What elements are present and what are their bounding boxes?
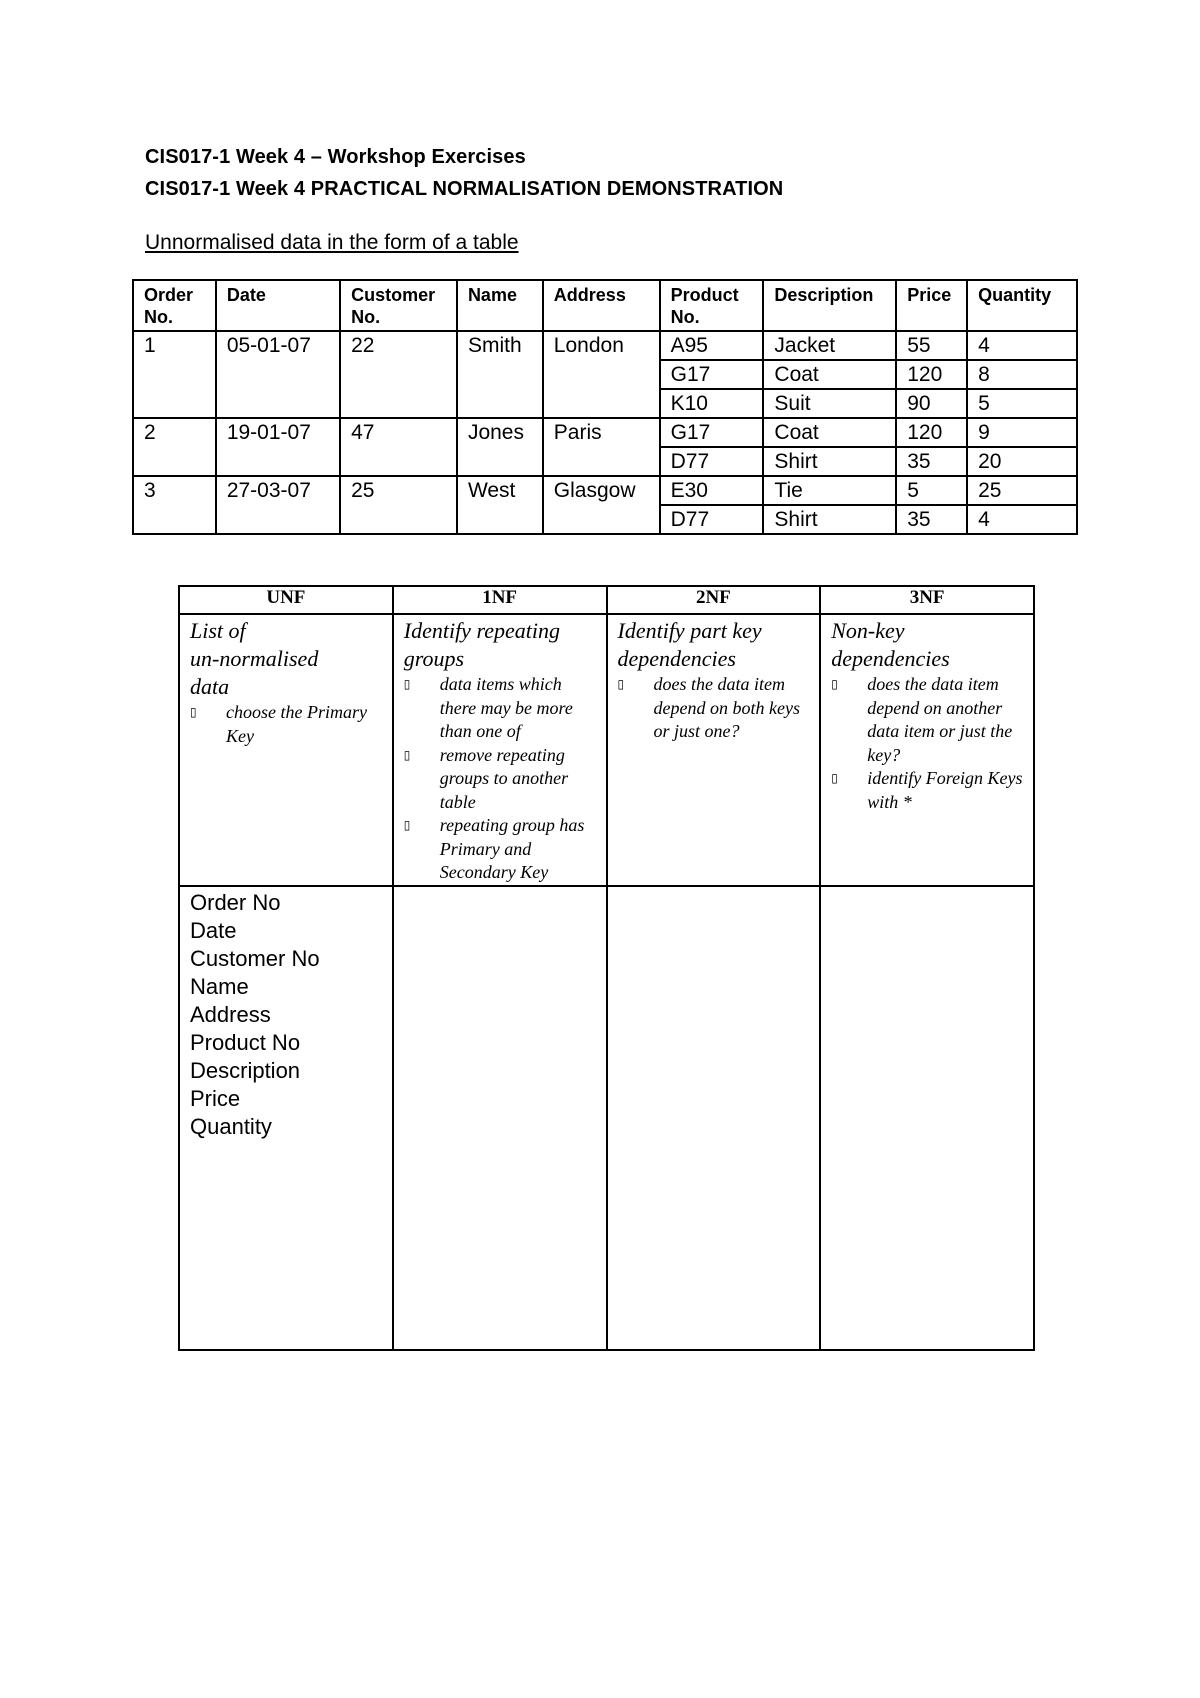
field-item: Price [190, 1086, 241, 1111]
guidance-title [190, 617, 386, 701]
bullet-icon: ▯ [403, 747, 411, 762]
product-no-cell: A95 [660, 331, 764, 360]
normalisation-worksheet-table [178, 585, 1035, 1351]
address-cell: London [543, 331, 660, 418]
order-no-cell: 3 [133, 476, 216, 534]
product-no-cell: G17 [660, 418, 764, 447]
quantity-cell: 8 [967, 360, 1077, 389]
guidance-title-line: dependencies [617, 646, 736, 671]
price-cell: 5 [896, 476, 967, 505]
guidance-item-text: repeating group has Primary and Secondary Key [439, 815, 585, 882]
quantity-cell: 4 [967, 331, 1077, 360]
quantity-cell: 5 [967, 389, 1077, 418]
column-header: Name [457, 280, 543, 331]
name-cell: West [457, 476, 543, 534]
customer-no-cell: 25 [340, 476, 457, 534]
price-cell: 55 [896, 331, 967, 360]
guidance-title [831, 617, 1027, 673]
guidance-item-text: choose the Primary Key [226, 702, 367, 746]
worksheet-cell [820, 886, 1034, 1350]
bullet-icon: ▯ [403, 677, 411, 691]
product-no-cell: K10 [660, 389, 764, 418]
address-cell: Glasgow [543, 476, 660, 534]
guidance-title-line: Identify repeating [403, 618, 560, 643]
date-cell: 05-01-07 [216, 331, 340, 418]
guidance-title-line: Non-key [831, 618, 905, 643]
worksheet-cell [393, 886, 607, 1350]
guidance-item [831, 767, 1027, 814]
quantity-cell: 20 [967, 447, 1077, 476]
guidance-item [190, 701, 386, 748]
field-item: Order No [190, 890, 281, 915]
column-header: Order No. [133, 280, 216, 331]
bullet-icon: ▯ [403, 818, 411, 832]
section-heading: Unnormalised data in the form of a table [145, 231, 519, 254]
guidance-title-line: List of [190, 618, 246, 643]
guidance-cell [393, 614, 607, 886]
bullet-icon: ▯ [831, 771, 838, 785]
product-no-cell: D77 [660, 505, 764, 534]
price-cell: 120 [896, 360, 967, 389]
price-cell: 90 [896, 389, 967, 418]
field-list [190, 889, 386, 1141]
address-cell: Paris [543, 418, 660, 476]
column-header: Product No. [660, 280, 764, 331]
field-item: Name [190, 974, 249, 999]
column-header: Address [543, 280, 660, 331]
guidance-item-text: does the data item depend on another data item or just the key? [867, 674, 1013, 765]
worksheet-cell [607, 886, 821, 1350]
guidance-cell [179, 614, 393, 886]
guidance-item-text: does the data item depend on both keys or just one? [653, 674, 800, 741]
guidance-cell [607, 614, 821, 886]
column-header: 2NF [607, 586, 821, 614]
table-header-row [133, 280, 1077, 331]
name-cell: Smith [457, 331, 543, 418]
column-header: Description [763, 280, 896, 331]
quantity-cell: 4 [967, 505, 1077, 534]
guidance-item-text: identify Foreign Keys with * [867, 768, 1023, 812]
guidance-list [618, 673, 814, 744]
quantity-cell: 25 [967, 476, 1077, 505]
description-cell: Shirt [763, 447, 896, 476]
guidance-title-line: groups [403, 646, 465, 671]
bullet-icon: ▯ [190, 705, 197, 719]
guidance-title [404, 617, 600, 673]
order-no-cell: 1 [133, 331, 216, 418]
description-cell: Tie [763, 476, 896, 505]
document-subtitle-heading: CIS017-1 Week 4 PRACTICAL NORMALISATION DEMONSTRATION [145, 178, 784, 200]
date-cell: 19-01-07 [216, 418, 340, 476]
guidance-title-line: un-normalised [190, 646, 319, 671]
product-no-cell: G17 [660, 360, 764, 389]
price-cell: 120 [896, 418, 967, 447]
column-header: Quantity [967, 280, 1077, 331]
field-item: Date [190, 918, 237, 943]
table-header-row [179, 586, 1034, 614]
worksheet-cell [179, 886, 393, 1350]
guidance-item-text: data items which there may be more than one of [439, 674, 573, 741]
description-cell: Coat [763, 360, 896, 389]
worksheet-row [179, 886, 1034, 1350]
guidance-row [179, 614, 1034, 886]
product-no-cell: D77 [660, 447, 764, 476]
customer-no-cell: 22 [340, 331, 457, 418]
column-header: 1NF [393, 586, 607, 614]
guidance-item [404, 673, 600, 744]
field-item: Customer No [190, 946, 320, 971]
guidance-item [404, 744, 600, 815]
guidance-item-text: remove repeating groups to another table [439, 744, 569, 812]
guidance-item [831, 673, 1027, 767]
column-header: UNF [179, 586, 393, 614]
field-item: Product No [190, 1030, 301, 1055]
column-header: 3NF [820, 586, 1034, 614]
guidance-title-line: Identify part key [617, 618, 762, 643]
field-item: Description [190, 1058, 301, 1083]
table-row [133, 331, 1077, 360]
guidance-list [831, 673, 1027, 814]
table-row [133, 418, 1077, 447]
guidance-item [618, 673, 814, 744]
description-cell: Suit [763, 389, 896, 418]
bullet-icon: ▯ [831, 677, 838, 691]
field-item: Address [190, 1002, 271, 1027]
guidance-title-line: data [190, 674, 230, 699]
bullet-icon: ▯ [617, 677, 625, 691]
guidance-item [404, 814, 600, 885]
date-cell: 27-03-07 [216, 476, 340, 534]
quantity-cell: 9 [967, 418, 1077, 447]
price-cell: 35 [896, 505, 967, 534]
document-title: CIS017-1 Week 4 – Workshop Exercises [145, 146, 526, 168]
column-header: Customer No. [340, 280, 457, 331]
customer-no-cell: 47 [340, 418, 457, 476]
guidance-title [618, 617, 814, 673]
column-header: Price [896, 280, 967, 331]
description-cell: Shirt [763, 505, 896, 534]
guidance-list [404, 673, 600, 885]
description-cell: Jacket [763, 331, 896, 360]
guidance-cell [820, 614, 1034, 886]
guidance-title-line: dependencies [831, 646, 950, 671]
column-header: Date [216, 280, 340, 331]
name-cell: Jones [457, 418, 543, 476]
field-item: Quantity [190, 1114, 272, 1139]
price-cell: 35 [896, 447, 967, 476]
guidance-list [190, 701, 386, 748]
order-no-cell: 2 [133, 418, 216, 476]
product-no-cell: E30 [660, 476, 764, 505]
unnormalised-data-table [132, 279, 1078, 535]
table-row [133, 476, 1077, 505]
description-cell: Coat [763, 418, 896, 447]
